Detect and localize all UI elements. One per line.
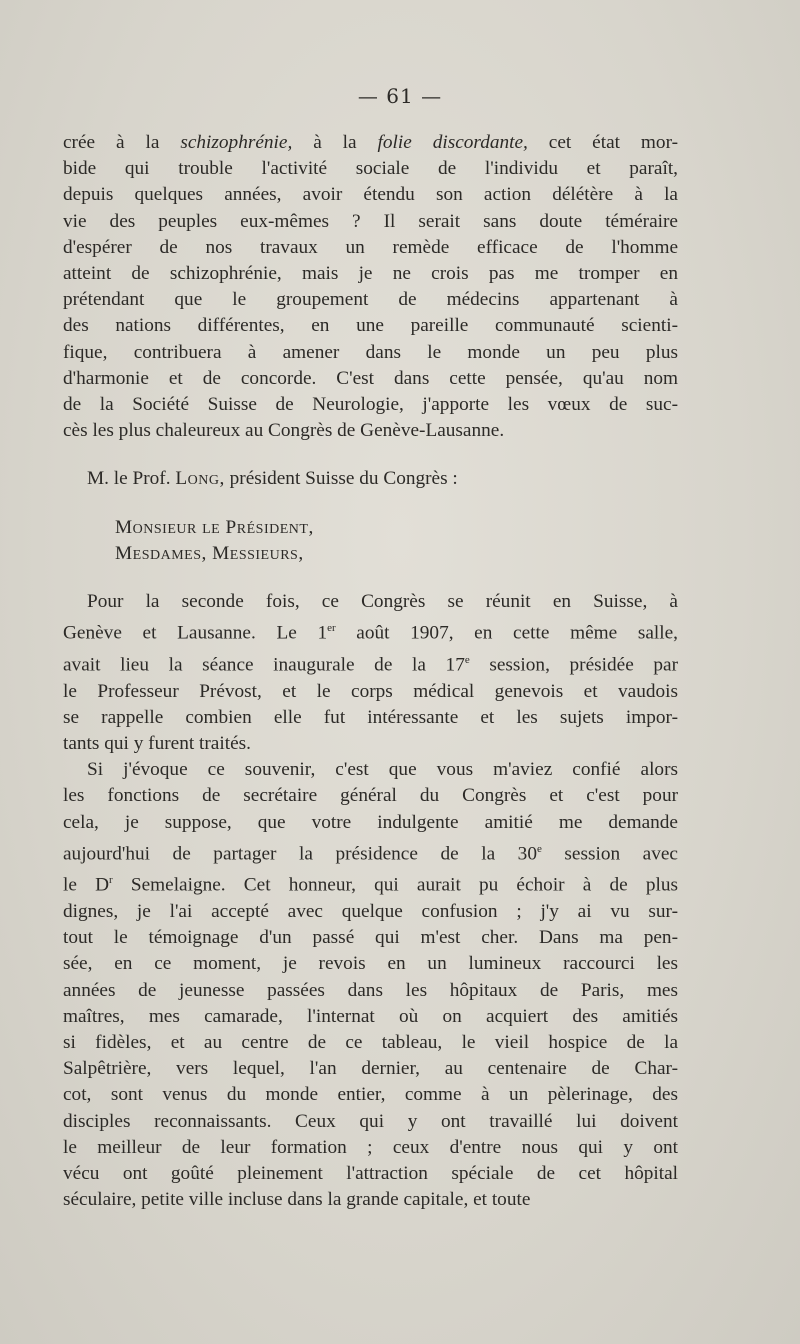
paragraph-3-line: cela, je suppose, que votre indulgente amitié me demande xyxy=(63,811,678,833)
paragraph-1-line: atteint de schizophrénie, mais je ne crois pas me tromper en xyxy=(63,263,678,285)
salutation-line: Monsieur le Président, xyxy=(115,516,314,538)
paragraph-2-line: Genève et Lausanne. Le 1er août 1907, en cette même salle, xyxy=(63,622,678,644)
paragraph-1-line: bide qui trouble l'activité sociale de l'individu et paraît, xyxy=(63,158,678,180)
paragraph-3-line: tout le témoignage d'un passé qui m'est cher. Dans ma pen- xyxy=(63,927,678,949)
paragraph-3-line: le $D^r$ Semelaigne. Cet honneur, qui aurait pu échoir à de plus xyxy=(63,874,678,896)
paragraph-2-line: avait lieu la séance inaugurale de la 17e session, présidée par xyxy=(63,653,679,676)
paragraph-3-line: séculaire, petite ville incluse dans la grande capitale, et toute xyxy=(63,1189,531,1211)
speaker-line: M. le Prof. Long, président Suisse du Congrès : xyxy=(87,468,458,490)
paragraph-1-line: depuis quelques années, avoir étendu son action délétère à la xyxy=(63,184,678,206)
paragraph-2-line: tants qui y furent traités. xyxy=(63,732,251,754)
paragraph-3-line: aujourd'hui de partager la présidence de la 30e session avec xyxy=(63,842,678,865)
page-number: — 61 — xyxy=(357,84,443,108)
paragraph-3-line: les fonctions de secrétaire général du Congrès et c'est pour xyxy=(63,785,678,807)
paragraph-3-line: sée, en ce moment, je revois en un lumineux raccourci les xyxy=(63,953,678,975)
paragraph-1-line: des nations différentes, en une pareille communauté scienti- xyxy=(63,315,678,337)
paragraph-1-line: vie des peuples eux-mêmes ? Il serait sans doute téméraire xyxy=(63,210,678,232)
paragraph-3-line: dignes, je l'ai accepté avec quelque confusion ; j'y ai vu sur- xyxy=(63,900,678,922)
paragraph-2-line: se rappelle combien elle fut intéressante et les sujets impor- xyxy=(63,706,678,728)
paragraph-1-line: fique, contribuera à amener dans le monde un peu plus xyxy=(63,341,678,363)
paragraph-3-line: années de jeunesse passées dans les hôpitaux de Paris, mes xyxy=(63,979,678,1001)
paragraph-3-line: disciples reconnaissants. Ceux qui y ont travaillé lui doivent xyxy=(63,1110,678,1132)
paragraph-1-line: crée à la schizophrénie, à la folie discordante, cet état mor- xyxy=(63,132,679,153)
paragraph-3-line: Si j'évoque ce souvenir, c'est que vous m'aviez confié alors xyxy=(87,759,678,781)
paragraph-2-line: Pour la seconde fois, ce Congrès se réunit en Suisse, à xyxy=(87,591,678,613)
paragraph-1-line: cès les plus chaleureux au Congrès de Genève-Lausanne. xyxy=(63,420,505,442)
paragraph-1-line: prétendant que le groupement de médecins appartenant à xyxy=(63,289,678,311)
paragraph-3-line: vécu ont goûté pleinement l'attraction spéciale de cet hôpital xyxy=(63,1163,678,1184)
paragraph-3-line: Salpêtrière, vers lequel, l'an dernier, au centenaire de Char- xyxy=(63,1058,678,1080)
salutation-line: Mesdames, Messieurs, xyxy=(115,542,304,564)
paragraph-1-line: de la Société Suisse de Neurologie, j'apporte les vœux de suc- xyxy=(63,394,678,416)
paragraph-1-line: d'espérer de nos travaux un remède efficace de l'homme xyxy=(63,236,678,258)
paragraph-3-line: maîtres, mes camarade, l'internat où on acquiert des amitiés xyxy=(63,1005,678,1027)
body-text xyxy=(63,130,678,1213)
paragraph-3-line: cot, sont venus du monde entier, comme à un pèlerinage, des xyxy=(63,1084,678,1106)
paragraph-3-line: le meilleur de leur formation ; ceux d'entre nous qui y ont xyxy=(63,1136,678,1158)
paragraph-3-line: si fidèles, et au centre de ce tableau, le vieil hospice de la xyxy=(63,1031,678,1053)
paragraph-1-line: d'harmonie et de concorde. C'est dans cette pensée, qu'au nom xyxy=(63,367,678,389)
paragraph-2-line: le Professeur Prévost, et le corps médical genevois et vaudois xyxy=(63,680,678,702)
